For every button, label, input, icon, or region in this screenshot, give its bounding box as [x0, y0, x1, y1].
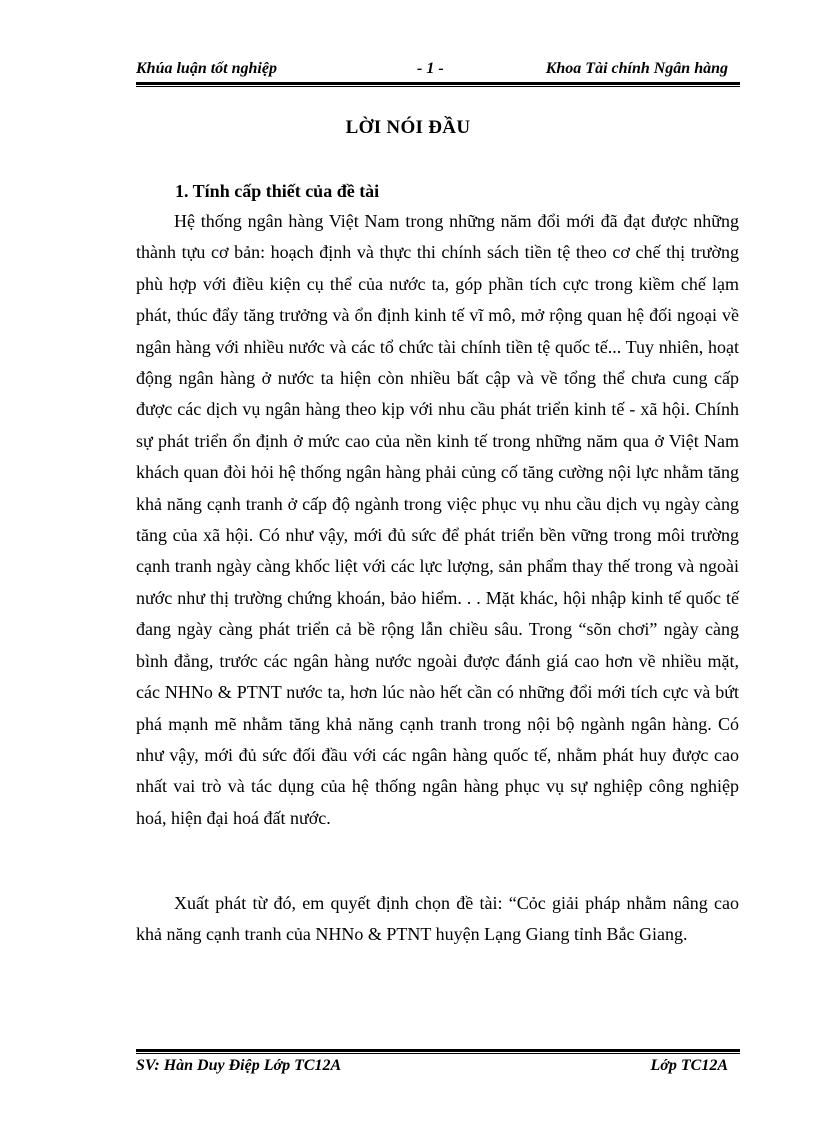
- header-divider: [136, 82, 740, 87]
- body-paragraph-2: Xuất phát từ đó, em quyết định chọn đề tài: “Cỏc giải pháp nhằm nâng cao khả năng cạnh tranh của NHNo & PTNT huyện Lạng Giang tỉnh Bắc Giang.: [136, 893, 739, 945]
- footer-student-label: SV: Hàn Duy Điệp Lớp TC12A: [136, 1057, 342, 1074]
- section-heading: 1. Tính cấp thiết của đề tài: [175, 181, 380, 201]
- footer-class-label: Lớp TC12A: [650, 1057, 728, 1074]
- page-number: - 1 -: [417, 60, 444, 77]
- header-thesis-label: Khúa luận tốt nghiệp: [136, 60, 277, 77]
- footer-divider: [136, 1049, 740, 1054]
- page-header: [136, 58, 728, 82]
- body-paragraph-1: Hệ thống ngân hàng Việt Nam trong những năm đổi mới đã đạt được những thành tựu cơ bản: hoạch định và thực thi chính sách tiền tệ theo cơ chế thị trường phù hợp với điều kiện cụ thể của nước ta, góp phần tích cực trong kiềm chế lạm phát, thúc đẩy tăng trưởng và ổn định kinh tế vĩ mô, mở rộng quan hệ đối ngoại về ngân hàng với nhiều nước và các tổ chức tài chính tiền tệ quốc tế... Tuy nhiên, hoạt động ngân hàng ở nước ta hiện còn nhiều bất cập và về tổng thể chưa cung cấp được các dịch vụ ngân hàng theo kịp với nhu cầu phát triển kinh tế - xã hội. Chính sự phát triển ổn định ở mức cao của nền kinh tế trong những năm qua ở Việt Nam khách quan đòi hỏi hệ thống ngân hàng phải củng cố tăng cường nội lực nhằm tăng khả năng cạnh tranh ở cấp độ ngành trong việc phục vụ nhu cầu dịch vụ ngày càng tăng của xã hội. Có như vậy, mới đủ sức để phát triển bền vững trong môi trường cạnh tranh ngày càng khốc liệt với các lực lượng, sản phẩm thay thế trong và ngoài nước như thị trường chứng khoán, bảo hiểm. . . Mặt khác, hội nhập kinh tế quốc tế đang ngày càng phát triển cả bề rộng lẫn chiều sâu. Trong “sõn chơi” ngày càng bình đẳng, trước các ngân hàng nước ngoài được đánh giá cao hơn về nhiều mặt, các NHNo & PTNT nước ta, hơn lúc nào hết cần có những đổi mới tích cực và bứt phá mạnh mẽ nhằm tăng khả năng cạnh tranh trong nội bộ ngành ngân hàng. Có như vậy, mới đủ sức đối đầu với các ngân hàng quốc tế, nhằm phát huy được cao nhất vai trò và tác dụng của hệ thống ngân hàng phục vụ sự nghiệp công nghiệp hoá, hiện đại hoá đất nước.: [136, 211, 739, 828]
- page-title: LỜI NÓI ĐẦU: [345, 117, 471, 138]
- page-footer: [136, 1057, 728, 1081]
- header-faculty-label: Khoa Tài chính Ngân hàng: [545, 60, 728, 77]
